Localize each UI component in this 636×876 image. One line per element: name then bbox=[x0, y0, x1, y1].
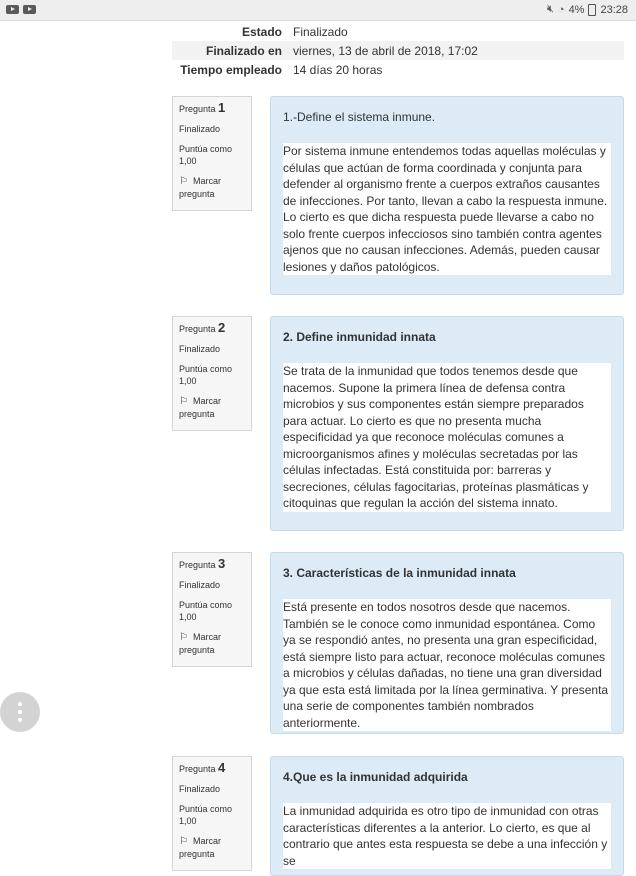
question-number: Pregunta 2 bbox=[179, 320, 226, 335]
attempt-summary-table bbox=[172, 22, 624, 79]
summary-value: viernes, 13 de abril de 2018, 17:02 bbox=[293, 43, 478, 58]
answer-text: La inmunidad adquirida es otro tipo de inmunidad con otras características diferentes a la anterior. Lo cierto, es que al contrario que antes esta respuesta se debe a una infección y se bbox=[283, 803, 611, 869]
more-options-button[interactable] bbox=[0, 692, 40, 732]
flag-question-link[interactable]: ⚐ Marcar pregunta bbox=[179, 396, 222, 419]
question-info bbox=[172, 96, 252, 211]
question-number: Pregunta 1 bbox=[179, 100, 226, 115]
flag-question-link[interactable]: ⚐ Marcar pregunta bbox=[179, 836, 222, 859]
flag-icon: ⚐ bbox=[179, 632, 188, 643]
flag-question-link[interactable]: ⚐ Marcar pregunta bbox=[179, 176, 222, 199]
answer-text: Por sistema inmune entendemos todas aquellas moléculas y células que actúan de forma coordinada y conjunta para defender al organismo frente a cuerpos extraños causantes de infecciones. Por tanto, llevan a cabo la respuesta inmune. Lo cierto es que dicha respuesta puede llevarse a cabo no solo frente cuerpos infecciosos sino también contra agentes ajenos que no causan infecciones. Además, pueden causar lesiones y daños patológicos. bbox=[283, 143, 611, 275]
summary-label: Tiempo empleado bbox=[180, 62, 282, 77]
wifi-icon: ◔ bbox=[557, 3, 565, 16]
flag-question-link[interactable]: ⚐ Marcar pregunta bbox=[179, 632, 222, 655]
summary-label: Finalizado en bbox=[205, 43, 282, 58]
battery-icon bbox=[588, 4, 596, 16]
status-bar bbox=[0, 0, 636, 21]
question-text: 3. Características de la inmunidad innata bbox=[283, 566, 516, 580]
question-text: 4.Que es la inmunidad adquirida bbox=[283, 770, 468, 784]
question-state: Finalizado bbox=[179, 124, 221, 134]
flag-icon: ⚐ bbox=[179, 836, 188, 847]
youtube-icon bbox=[23, 5, 36, 14]
question-score: Puntúa como 1,00 bbox=[179, 600, 233, 622]
question-content bbox=[270, 96, 624, 295]
question-state: Finalizado bbox=[179, 784, 221, 794]
question-info bbox=[172, 756, 252, 871]
question-score: Puntúa como 1,00 bbox=[179, 804, 233, 826]
answer-text: Está presente en todos nosotros desde que nacemos. También se le conoce como inmunidad espontánea. Como ya se respondió antes, no presenta una gran especificidad, está siempre listo para actuar, reconoce moléculas comunes a microbios y células dañadas, no tiene una gran diversidad ya que esta está limitada por la línea germinativa. Y presenta una serie de componentes también nombrados anteriormente. bbox=[283, 599, 611, 731]
question-content bbox=[270, 316, 624, 531]
summary-row-time bbox=[172, 60, 624, 79]
question-content bbox=[270, 552, 624, 734]
youtube-icon bbox=[6, 5, 19, 14]
mute-icon: 🔇︎ bbox=[546, 3, 554, 15]
answer-text: Se trata de la inmunidad que todos tenemos desde que nacemos. Supone la primera línea de defensa contra microbios y sus componentes están siempre preparados para actuar. Lo cierto es que no presenta mucha especificidad ya que reconoce moléculas comunes a microorganismos afines y moléculas secretadas por las células infectadas. Está constituida por: barreras y secreciones, células fagocitarias, proteínas plasmáticas y citoquinas que regulan la acción del sistema innato. bbox=[283, 363, 611, 512]
question-state: Finalizado bbox=[179, 580, 221, 590]
summary-value: Finalizado bbox=[293, 24, 348, 39]
question-text: 2. Define inmunidad innata bbox=[283, 330, 436, 344]
question-number: Pregunta 4 bbox=[179, 760, 226, 775]
dot-icon bbox=[18, 702, 22, 706]
question-info bbox=[172, 552, 252, 667]
question-state: Finalizado bbox=[179, 344, 221, 354]
summary-row-finished bbox=[172, 41, 624, 60]
summary-label: Estado bbox=[241, 24, 282, 39]
question-info bbox=[172, 316, 252, 431]
question-content bbox=[270, 756, 624, 876]
dot-icon bbox=[18, 718, 22, 722]
question-score: Puntúa como 1,00 bbox=[179, 144, 233, 166]
question-score: Puntúa como 1,00 bbox=[179, 364, 233, 386]
question-number: Pregunta 3 bbox=[179, 556, 226, 571]
flag-icon: ⚐ bbox=[179, 396, 188, 407]
summary-value: 14 días 20 horas bbox=[293, 62, 383, 77]
question-text: 1.-Define el sistema inmune. bbox=[283, 110, 436, 124]
battery-percent: 4% bbox=[568, 3, 585, 16]
system-status bbox=[547, 3, 628, 16]
clock: 23:28 bbox=[600, 3, 628, 16]
flag-icon: ⚐ bbox=[179, 176, 188, 187]
dot-icon bbox=[18, 710, 22, 714]
notification-icons bbox=[6, 5, 36, 14]
summary-row-state bbox=[172, 22, 624, 41]
